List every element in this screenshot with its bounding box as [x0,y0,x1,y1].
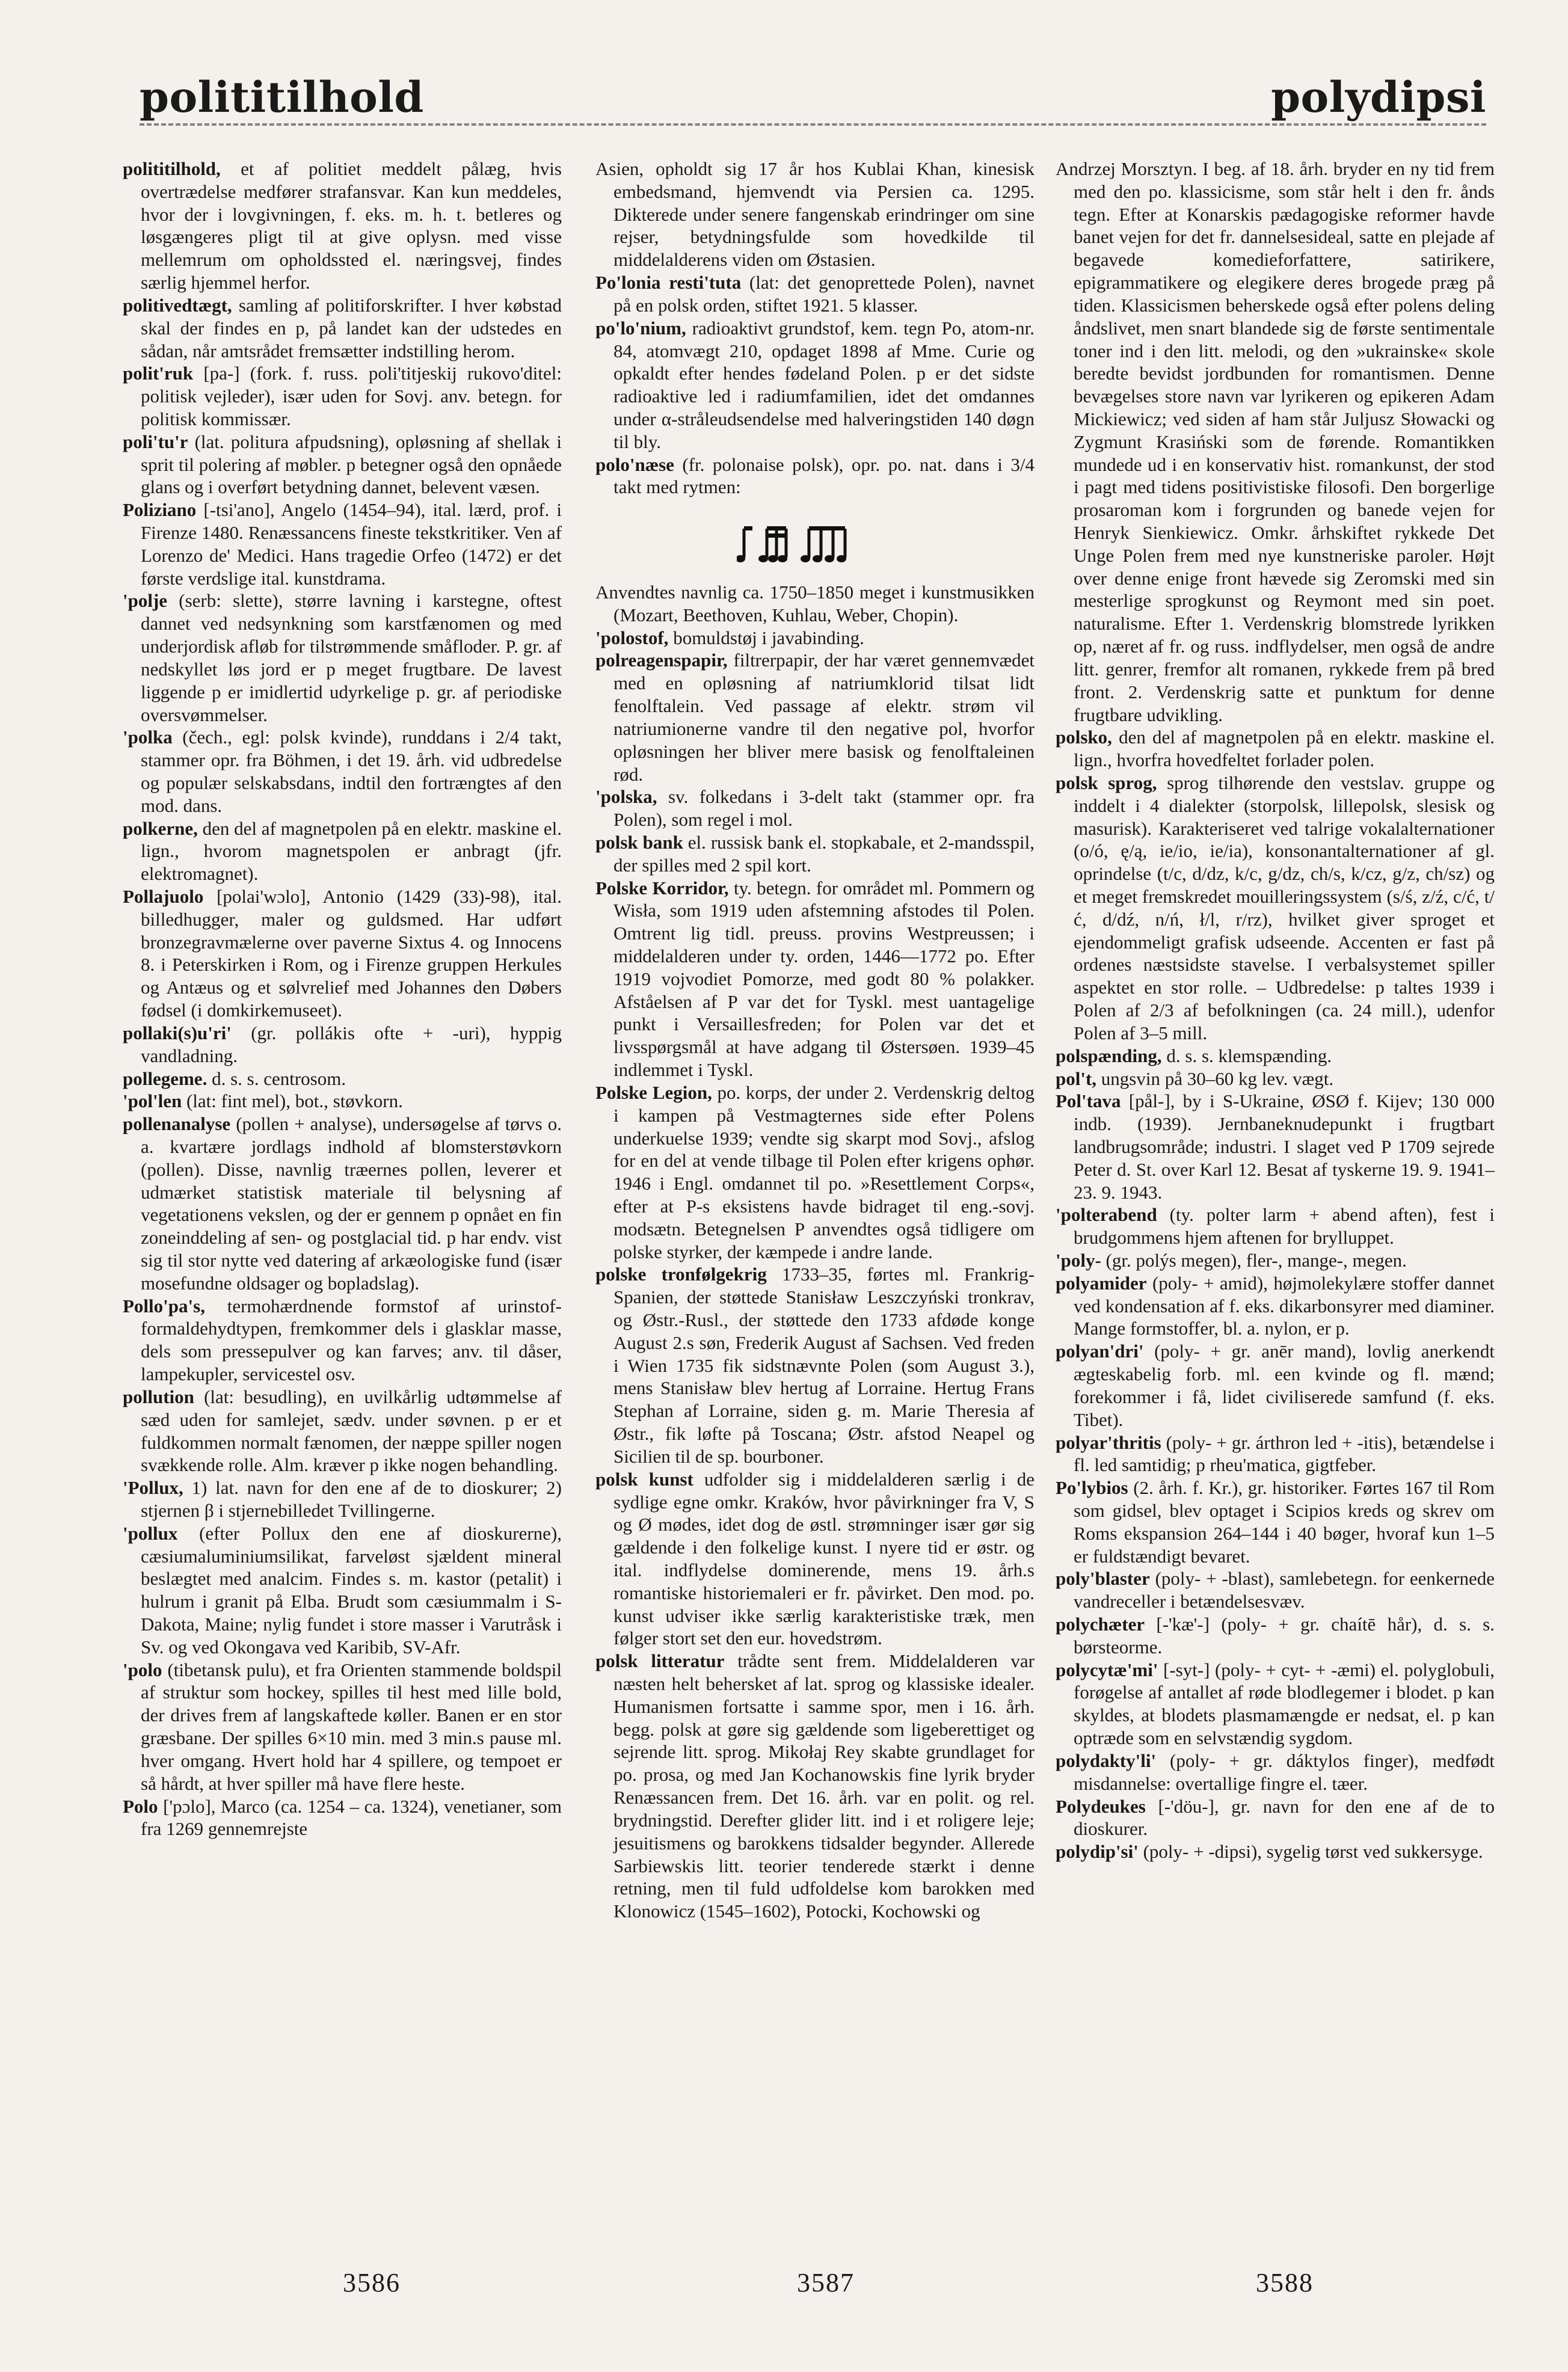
dictionary-entry [1056,1272,1495,1340]
entry-text: [pa-] (fork. f. russ. poli'titjeskij rukovo'ditel: politisk vejleder), især uden for Sovj. anv. betegn. for politisk kommissær. [141,363,562,429]
dictionary-entry [1056,1045,1495,1068]
page-number-right: 3588 [1256,2268,1314,2297]
entry-text: sv. folkedans i 3-delt takt (stammer opr. fra Polen), som regel i mol. [613,786,1035,831]
dictionary-entry [123,431,562,499]
entry-text: samling af politiforskrifter. I hver købstad skal der findes en p, på landet kan der udstedes en sådan, når amtsrådet fremsætter indstilling herom. [141,294,562,361]
dictionary-entry [1056,1613,1495,1659]
dictionary-entry [1056,1795,1495,1841]
entry-headword: polsk kunst [595,1468,693,1490]
dictionary-entry [595,1263,1035,1467]
entry-headword: 'pol'len [123,1090,182,1112]
dictionary-entry [595,317,1035,453]
dictionary-entry [1056,1659,1495,1750]
entry-text: (lat: besudling), en uvilkårlig udtømmelse af sæd uden for samlejet, sædv. under søvnen. p er et fuldkommen normalt fænomen, der næppe spiller nogen svækkende rolle. Alm. kræver p ikke nogen behandling. [141,1386,562,1476]
entry-text: ungsvin på 30–60 kg lev. vægt. [1101,1068,1334,1089]
dictionary-entry [1056,1840,1495,1863]
entry-headword: poli'tu'r [123,431,188,452]
page-number-middle: 3587 [797,2268,855,2297]
entry-text: et af politiet meddelt pålæg, hvis overtrædelse medfører strafansvar. Kan kun meddeles, hvor der i lovgivningen, f. eks. m. h. t. betleres og løsgængeres pligt til at give oplysn. med visse mellemrum om opholdssted el. næringsvej, findes særlig hjemmel herfor. [141,158,562,293]
entry-headword: po'lo'nium, [595,317,686,339]
entry-headword: Polske Legion, [595,1081,712,1103]
dictionary-entry [1056,1476,1495,1567]
header-rule [140,123,1486,126]
entry-text: (serb: slette), større lavning i karstegne, oftest dannet ved nedsynkning som karstfænomen og med underjordisk afløb for tilstrømmende småfloder. P. gr. af nedskyllet løs jord er p meget frugtbare. De lavest liggende p er imidlertid udyrkelige p. gr. af periodiske oversvømmelser. [141,590,562,725]
dictionary-entry [123,1476,562,1522]
entry-headword: polsk bank [595,831,683,853]
entry-headword: Pol'tava [1056,1090,1121,1112]
entry-headword: pollution [123,1386,194,1407]
entry-headword: polo'næse [595,453,674,475]
dictionary-entry [595,649,1035,785]
entry-text: radioaktivt grundstof, kem. tegn Po, atom-nr. 84, atomvægt 210, opdaget 1898 af Mme. Curie og opkaldt efter hendes fødeland Polen. p er det sidste radioaktive led i radiumfamilien, idet det omdannes under α-stråleudsendelse med halveringstiden 140 døgn til bly. [613,317,1035,452]
dictionary-entry [123,589,562,726]
entry-headword: 'polka [123,727,173,748]
entry-text: 1733–35, førtes ml. Frankrig-Spanien, der støttede Stanisław Leszczyński tronkrav, og Østr.-Rusl., der støttede den 1733 afdøde konge August 2.s søn, Frederik August af Sachsen. Ved freden i Wien 1735 fik sidstnævnte Polen (som August 3.), mens Stanisław blev hertug af Lorraine. Hertug Frans Stephan af Lorraine, siden g. m. Marie Theresia af Østr., fik løfte på Toscana; Østr. afstod Neapel og Sicilien til de sp. bourboner. [613,1264,1035,1467]
dictionary-entry [1056,772,1495,1045]
entry-text: (poly- + -blast), samlebetegn. for eenkernede vandreceller i betændelsesvæv. [1074,1568,1495,1612]
entry-text: filtrerpapir, der har været gennemvædet med en opløsning af natriumklorid tilsat lidt fenolftalein. Ved passage af elektr. strøm vil natriumionerne vandre til den negative pol, hvorfor opløsningen her bliver mere basisk og fenolftaleinen rød. [613,650,1035,785]
entry-text: (tibetansk pulu), et fra Orienten stammende boldspil af struktur som hockey, spilles til hest med lille bold, der drives frem af langskaftede køller. Banen er en stor græsbane. Der spilles 6×10 min. med 3 min.s pause ml. hver omgang. Hvert hold har 4 spillere, og tempoet er så hårdt, at hver spiller må have flere heste. [141,1659,562,1794]
entry-text: udfolder sig i middelalderen særlig i de sydlige egne omkr. Kraków, hvor påvirkninger fra V, S og Ø mødes, idet dog de østl. strømninger især gør sig gældende i den folkelige kunst. I nyere tid er østr. og ital. indflydelse dominerende, mens 19. årh.s romantiske historiemaleri er fr. påvirket. Den mod. po. kunst udviser ikke særlig karakteristiske træk, men følger stort set den eur. hovedstrøm. [613,1468,1035,1649]
column-3 [1056,158,1495,2226]
entry-headword: polititilhold, [123,158,221,179]
entry-headword: polsk litteratur [595,1650,725,1672]
entry-text: (poly- + gr. árthron led + -itis), betændelse i fl. led samtidig; p rheu'matica, gigtfeber. [1074,1431,1495,1476]
entry-headword: pol't, [1056,1068,1097,1089]
entry-text: (2. årh. f. Kr.), gr. historiker. Førtes 167 til Rom som gidsel, blev optaget i Scipios kreds og skrev om Roms ekspansion 264–144 i 40 bøger, hvoraf kun 1–5 er fuldstændigt bevaret. [1074,1477,1495,1567]
entry-headword: 'polje [123,590,168,612]
entry-headword: Po'lybios [1056,1477,1128,1499]
entry-text: Anvendtes navnlig ca. 1750–1850 meget i kunstmusikken (Mozart, Beethoven, Kuhlau, Weber, Chopin). [595,582,1035,625]
entry-text: (gr. pollákis ofte + -uri), hyppig vandladning. [141,1022,562,1066]
entry-text: (pollen + analyse), undersøgelse af tørvs o. a. kvartære jordlags indhold af blomsterstøvkorn (pollen). Disse, navnlig træernes pollen, leverer et udmærket statistisk materiale til belysning af vegetationens vekslen, og der er gennem p opnået en fin zoneinddeling af sen- og postglacial tid. p har endv. vist sig til stor nytte ved datering af arkæologiske fund (især mosefundne oldsager og bopladslag). [141,1113,562,1294]
entry-text: [pål-], by i S-Ukraine, ØSØ f. Kijev; 130 000 indb. (1939). Jernbaneknudepunkt i frugtbart landbrugsområde; industri. I slaget ved P 1709 sejrede Peter d. St. over Karl 12. Besat af tyskerne 19. 9. 1941–23. 9. 1943. [1074,1090,1495,1203]
dictionary-entry [595,581,1035,627]
entry-text: sprog tilhørende den vestslav. gruppe og inddelt i 4 dialekter (storpolsk, lillepolsk, slesisk og masurisk). Karakteriseret ved talrige vokalalternationer (o/ó, ę/ą, ie/io, ie/ia), konsonantalternationer af gl. oprindelse (t/c, d/dz, k/c, g/dz, ch/s, k/cz, g/z, ch/sz) og et meget fremskredet mouilleringssystem (s/ś, z/ź, c/ć, t/ć, d/dź, n/ń, ł/l, r/rz), hvilket giver sproget et ejendommeligt grafisk udseende. Accenten er fast på ordenes næstsidste stavelse. I verbalsystemet spiller aspektet en stor rolle. – Udbredelse: p taltes 1939 i Polen af 2/3 af befolkningen (ca. 24 mill.), udenfor Polen af 3–5 mill. [1074,772,1495,1043]
dictionary-entry [123,1113,562,1295]
dictionary-entry [123,1022,562,1068]
dictionary-entry [595,627,1035,650]
dictionary-entry [123,294,562,362]
dictionary-entry [1056,1431,1495,1477]
dictionary-entry [595,1468,1035,1650]
page-number-left: 3586 [343,2268,401,2297]
entry-headword: Poliziano [123,499,197,521]
column-2 [595,158,1035,2226]
dictionary-entry [123,362,562,430]
entry-text: (lat. politura afpudsning), opløsning af shellak i sprit til polering af møbler. p betegner også den opnåede glans og i overført betydning dannet, belevent væsen. [141,431,562,498]
entry-text: termohærdnende formstof af urinstof-formaldehydtypen, fremkommer dels i glasklar masse, dels som pressepulver og kan farves; anv. til dåser, lampekupler, servicestel osv. [141,1295,562,1385]
entry-headword: polspænding, [1056,1045,1162,1066]
entry-headword: Pollo'pa's, [123,1295,205,1317]
entry-text: (čech., egl: polsk kvinde), runddans i 2/4 takt, stammer opr. fra Böhmen, i det 19. årh. vid udbredelse og populær selskabsdans, indtil den fortrængtes af den mod. dans. [141,727,562,816]
entry-text: Andrzej Morsztyn. I beg. af 18. årh. bryder en ny tid frem med den po. klassicisme, som står helt i den fr. ånds tegn. Efter at Konarskis pædagogiske reformer havde banet vejen for det fr. dannelsesideal, satte en plejade af begavede komedieforfattere, satirikere, epigrammatikere og elegikere deres brogede præg på tiden. Klassicismen beherskede også efter polens deling åndslivet, men snart blandede sig de første sentimentale toner ind i den litt. melodi, og den »ukrainske« skole beredte bevidst jordbunden for romantismen. Denne bevægelses store navn var lyrikeren og epikeren Adam Mickiewicz; ved siden af ham står Juljusz Słowacki og Zygmunt Krasiński som de førende. Romantikken mundede ud i en konservativ hist. romankunst, der stod i pagt med tidens positivistiske filosofi. Den borgerlige prosaroman kom i forgrunden og banede vejen for Henryk Sienkiewicz. Omkr. århskiftet rykkede Det Unge Polen frem med nye kunstneriske paroler. Højt over denne enige front hævede sig Zeromski med sin mesterlige sprogkunst og Reymont med sin poet. naturalisme. Efter 1. Verdenskrig blomstrede lyrikken op, næret af fr. og russ. indflydelser, men også de andre litt. genrer, fremfor alt romanen, rykkede frem på bred front. 2. Verdenskrig satte et punktum for denne frugtbare udvikling. [1056,158,1495,725]
entry-headword: Pollajuolo [123,886,204,907]
entry-text: el. russisk bank el. stopkabale, et 2-mandsspil, der spilles med 2 spil kort. [613,831,1035,876]
dictionary-entry [595,158,1035,271]
dictionary-entry [123,1295,562,1386]
entry-headword: polske tronfølgekrig [595,1264,767,1285]
entry-headword: polycytæ'mi' [1056,1659,1158,1680]
dictionary-entry [123,817,562,885]
entry-headword: polsk sprog, [1056,772,1157,793]
entry-headword: 'poly- [1056,1250,1101,1271]
entry-text: (efter Pollux den ene af dioskurerne), cæsiumaluminiumsilikat, farveløst sjældent mineral beslægtet med analcim. Findes s. m. kastor (petalit) i hulrum i granit på Elba. Brudt som cæsiummalm i S-Dakota, Maine; nylig fundet i store masser i Varutråsk i Sv. og ved Okongava ved Karibib, SV-Afr. [141,1522,562,1658]
entry-text: [-'döu-], gr. navn for den ene af de to dioskurer. [1074,1795,1495,1840]
entry-headword: polyamider [1056,1272,1147,1294]
running-head-left: polititilhold [140,72,424,122]
entry-text: trådte sent frem. Middelalderen var næsten helt behersket af lat. sprog og klassiske idealer. Humanismen fortsatte i samme spor, men i 16. årh. begg. polsk at gøre sig gældende som ligeberettiget og sejrende litt. sprog. Mikołaj Rey skabte grundlaget for po. prosa, og med Jan Kochanowskis fine lyrik bryder Renæssancen frem. Det 16. årh. var en polit. og rel. brydningstid. Derefter glider litt. ind i et roligere leje; jesuitismens og barokkens tidsalder begynder. Allerede Sarbiewskis litt. teorier tenderede stærkt i denne retning, men til fuld udfoldelse kom barokken med Klonowicz (1545–1602), Potocki, Kochowski og [613,1650,1035,1922]
dictionary-entry [1056,1750,1495,1795]
entry-headword: Polske Korridor, [595,877,729,899]
entry-text: [-syt-] (poly- + cyt- + -æmi) el. polyglobuli, forøgelse af antallet af røde blodlegemer i blodet. p kan skyldes, at blodets plasmamængde er nedsat, el. p kan optræde som en selvstændig sygdom. [1074,1659,1495,1749]
dictionary-entry [123,726,562,817]
dictionary-entry [1056,1340,1495,1431]
dictionary-entry [123,1522,562,1659]
entry-text: (poly- + amid), højmolekylære stoffer dannet ved kondensation af f. eks. dikarbonsyrer med diaminer. Mange formstoffer, bl. a. nylon, er p. [1074,1272,1495,1339]
dictionary-entry [123,1659,562,1795]
entry-headword: polyan'dri' [1056,1341,1144,1362]
entry-text: den del af magnetpolen på en elektr. maskine el. lign., hvorfra hovedfeltet forlader polen. [1074,727,1495,771]
entry-text: (poly- + gr. anēr mand), lovlig anerkendt ægteskabelig forb. ml. een kvinde og fl. mænd; forekommer i få, lidet civiliserede samfund (f. eks. Tibet). [1074,1341,1495,1430]
entry-headword: 'Pollux, [123,1477,183,1499]
dictionary-entry [1056,1090,1495,1203]
entry-headword: polreagenspapir, [595,650,728,671]
entry-headword: polydip'si' [1056,1841,1139,1863]
entry-headword: Polo [123,1795,158,1817]
entry-headword: Po'lonia resti'tuta [595,272,742,293]
entry-text: d. s. s. klemspænding. [1166,1045,1332,1066]
dictionary-entry [123,1068,562,1090]
entry-headword: poly'blaster [1056,1568,1150,1590]
dictionary-entry [1056,1567,1495,1613]
entry-headword: 'polska, [595,786,657,808]
entry-text: [polai'wɔlo], Antonio (1429 (33)-98), ital. billedhugger, maler og guldsmed. Har udført bronzegravmælerne over paverne Sixtus 4. og Innocens 8. i Peterskirken i Rom, og i Firenze gruppen Herkules og Antæus og et sølvrelief med Johannes den Døbers fødsel (i domkirkemuseet). [141,886,562,1021]
entry-text: 1) lat. navn for den ene af de to dioskurer; 2) stjernen β i stjernebilledet Tvillingerne. [141,1477,562,1521]
entry-headword: polychæter [1056,1614,1145,1635]
entry-text: [-tsi'ano], Angelo (1454–94), ital. lærd, prof. i Firenze 1480. Renæssancens fineste tekstkritiker. Ven af Lorenzo de' Medici. Hans tragedie Orfeo (1472) er det første verdslige ital. kunstdrama. [141,499,562,589]
entry-headword: Polydeukes [1056,1795,1146,1817]
entry-headword: polyar'thritis [1056,1431,1161,1453]
entry-text: (gr. polýs megen), fler-, mange-, megen. [1105,1250,1407,1271]
dictionary-entry [595,271,1035,317]
rhythm-notation-icon [737,523,857,565]
dictionary-entry [595,453,1035,499]
entry-headword: 'polterabend [1056,1204,1157,1226]
dictionary-entry [123,158,562,294]
entry-text: (lat: fint mel), bot., støvkorn. [186,1090,403,1112]
entry-text: bomuldstøj i javabinding. [673,627,864,648]
dictionary-entry [595,1650,1035,1923]
entry-text: ty. betegn. for området ml. Pommern og Wisła, som 1919 uden afstemning afstodes til Polen. Omtrent lig tidl. preuss. provins Westpreussen; i middelalderen under ty. orden, 1446—1772 po. Efter 1919 vojvodiet Pomorze, med godt 80 % polakker. Afståelsen af P var det for Tyskl. mest uantagelige punkt i Versaillesfreden; for Polen var det et livsspørgsmål at have adgang til Østersøen. 1939–45 indlemmet i Tyskl. [613,877,1035,1081]
entry-headword: polydakty'li' [1056,1750,1157,1771]
dictionary-entry [1056,1249,1495,1272]
entry-text: d. s. s. centrosom. [212,1068,346,1089]
entry-headword: 'polo [123,1659,162,1680]
entry-text: ['pɔlo], Marco (ca. 1254 – ca. 1324), venetianer, som fra 1269 gennemrejste [141,1795,562,1840]
entry-text: den del af magnetpolen på en elektr. maskine el. lign., hvorom magnetspolen er anbragt (jfr. elektromagnet). [141,817,562,885]
entry-headword: pollaki(s)u'ri' [123,1022,232,1043]
entry-text: (lat: det genoprettede Polen), navnet på en polsk orden, stiftet 1921. 5 klasser. [613,272,1035,316]
column-1 [123,158,562,2226]
entry-headword: 'polostof, [595,627,669,648]
dictionary-entry [595,877,1035,1081]
entry-headword: polsko, [1056,727,1112,748]
dictionary-entry [123,1795,562,1841]
entry-text: (poly- + gr. dáktylos finger), medfødt misdannelse: overtallige fingre el. tæer. [1074,1750,1495,1794]
entry-text: Asien, opholdt sig 17 år hos Kublai Khan, kinesisk embedsmand, hjemvendt via Persien ca. 1295. Dikterede under senere fangenskab erindringer om sine rejser, betydningsfulde som hovedkilde til middelalderens viden om Østasien. [595,158,1035,271]
entry-headword: polkerne, [123,817,198,839]
entry-text: po. korps, der under 2. Verdenskrig deltog i kampen på Vestmagternes side efter Polens underkuelse 1939; vendte sig skarpt mod Sovj., afslog for en del at vende tilbage til Polen efter krigens ophør. 1946 i Engl. omdannet til po. »Resettlement Corps«, efter at P-s eksistens havde bidraget til eng.-sovj. modsætn. Betegnelsen P anvendtes også tidligere om polske styrker, der kæmpede i andre lande. [613,1081,1035,1262]
dictionary-entry [123,885,562,1022]
dictionary-entry [1056,1203,1495,1249]
entry-headword: pollenanalyse [123,1113,231,1135]
entry-headword: polit'ruk [123,363,194,384]
dictionary-entry [1056,726,1495,772]
entry-headword: 'pollux [123,1522,178,1544]
entry-headword: pollegeme. [123,1068,208,1089]
dictionary-entry [595,831,1035,877]
entry-text: (poly- + -dipsi), sygelig tørst ved sukkersyge. [1143,1841,1483,1863]
dictionary-entry [595,1081,1035,1264]
dictionary-entry [1056,1068,1495,1090]
dictionary-entry [123,499,562,589]
dictionary-entry [123,1386,562,1476]
entry-headword: politivedtægt, [123,294,232,316]
entry-text: (fr. polonaise polsk), opr. po. nat. dans i 3/4 takt med rytmen: [613,453,1035,498]
dictionary-entry [1056,158,1495,726]
dictionary-entry [595,785,1035,831]
entry-text: (ty. polter larm + abend aften), fest i brudgommens hjem aftenen for brylluppet. [1074,1204,1495,1249]
entry-text: [-'kæ'-] (poly- + gr. chaítē hår), d. s. s. børsteorme. [1074,1614,1495,1658]
dictionary-entry [123,1090,562,1113]
running-head-right: polydipsi [1271,72,1486,122]
